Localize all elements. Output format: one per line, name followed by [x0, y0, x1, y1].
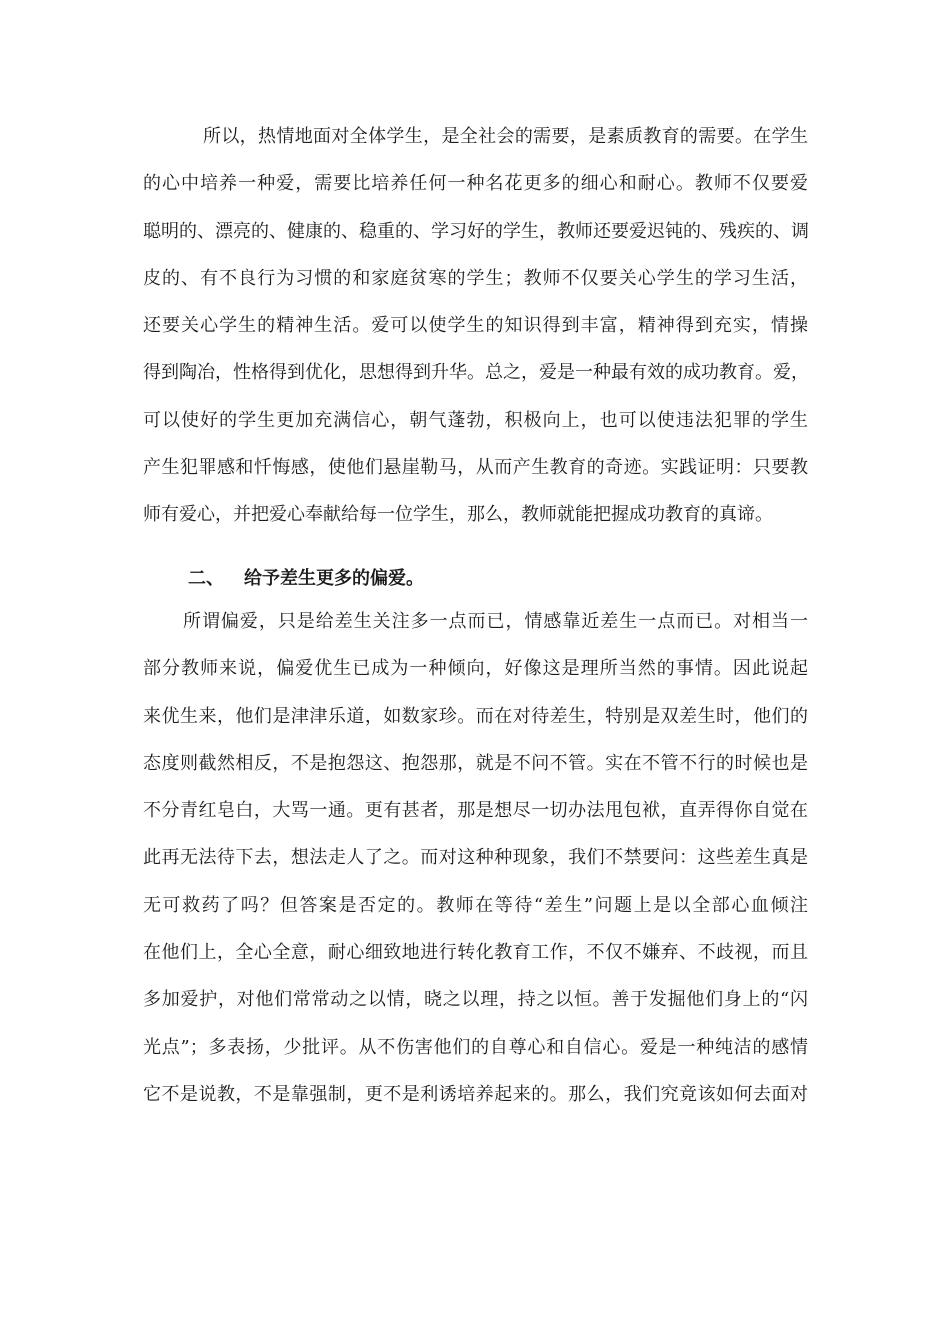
text-line: 光点”；多表扬，少批评。从不伤害他们的自尊心和自信心。爱是一种纯洁的感情: [143, 1036, 808, 1058]
text-line: 此再无法待下去，想法走人了之。而对这种种现象，我们不禁要问：这些差生真是: [143, 847, 808, 869]
text-line: 所谓偏爱，只是给差生关注多一点而已，情感靠近差生一点而已。对相当一: [183, 611, 808, 632]
text-line: 皮的、有不良行为习惯的和家庭贫寒的学生；教师不仅要关心学生的学习生活，: [143, 267, 808, 289]
text-line: 得到陶冶，性格得到优化，思想得到升华。总之，爱是一种最有效的成功教育。爱，: [143, 362, 809, 384]
text-line: 还要关心学生的精神生活。爱可以使学生的知识得到丰富，精神得到充实，情操: [143, 315, 808, 337]
paragraph-2: [143, 598, 808, 1118]
text-line: 不分青红皂白，大骂一通。更有甚者，那是想尽一切办法甩包袱，直弄得你自觉在: [143, 800, 808, 822]
paragraph-1: [143, 113, 808, 539]
section-heading: [188, 564, 424, 594]
text-line: 产生犯罪感和忏悔感，使他们悬崖勒马，从而产生教育的奇迹。实践证明：只要教: [143, 457, 808, 479]
section-number: 二、: [188, 568, 224, 589]
text-line: 所以，热情地面对全体学生，是全社会的需要，是素质教育的需要。在学生: [203, 126, 808, 147]
text-line: 多加爱护，对他们常常动之以情，晓之以理，持之以恒。善于发掘他们身上的“闪: [143, 989, 808, 1011]
text-line: 无可救药了吗？但答案是否定的。教师在等待“差生”问题上是以全部心血倾注: [143, 894, 808, 916]
text-line: 它不是说教，不是靠强制，更不是利诱培养起来的。那么，我们究竟该如何去面对: [143, 1083, 808, 1105]
text-line: 的心中培养一种爱，需要比培养任何一种名花更多的细心和耐心。教师不仅要爱: [143, 173, 808, 195]
text-line: 态度则截然相反，不是抱怨这、抱怨那，就是不问不管。实在不管不行的时候也是: [143, 752, 808, 774]
text-line: 师有爱心，并把爱心奉献给每一位学生，那么，教师就能把握成功教育的真谛。: [143, 504, 773, 526]
section-title: 给予差生更多的偏爱。: [244, 568, 424, 589]
text-line: 可以使好的学生更加充满信心，朝气蓬勃，积极向上，也可以使违法犯罪的学生: [143, 409, 808, 431]
text-line: 聪明的、漂亮的、健康的、稳重的、学习好的学生，教师还要爱迟钝的、残疾的、调: [143, 220, 809, 242]
text-line: 来优生来，他们是津津乐道，如数家珍。而在对待差生，特别是双差生时，他们的: [143, 705, 808, 727]
text-line: 部分教师来说，偏爱优生已成为一种倾向，好像这是理所当然的事情。因此说起: [143, 658, 808, 680]
text-line: 在他们上，全心全意，耐心细致地进行转化教育工作，不仅不嫌弃、不歧视，而且: [143, 942, 808, 964]
